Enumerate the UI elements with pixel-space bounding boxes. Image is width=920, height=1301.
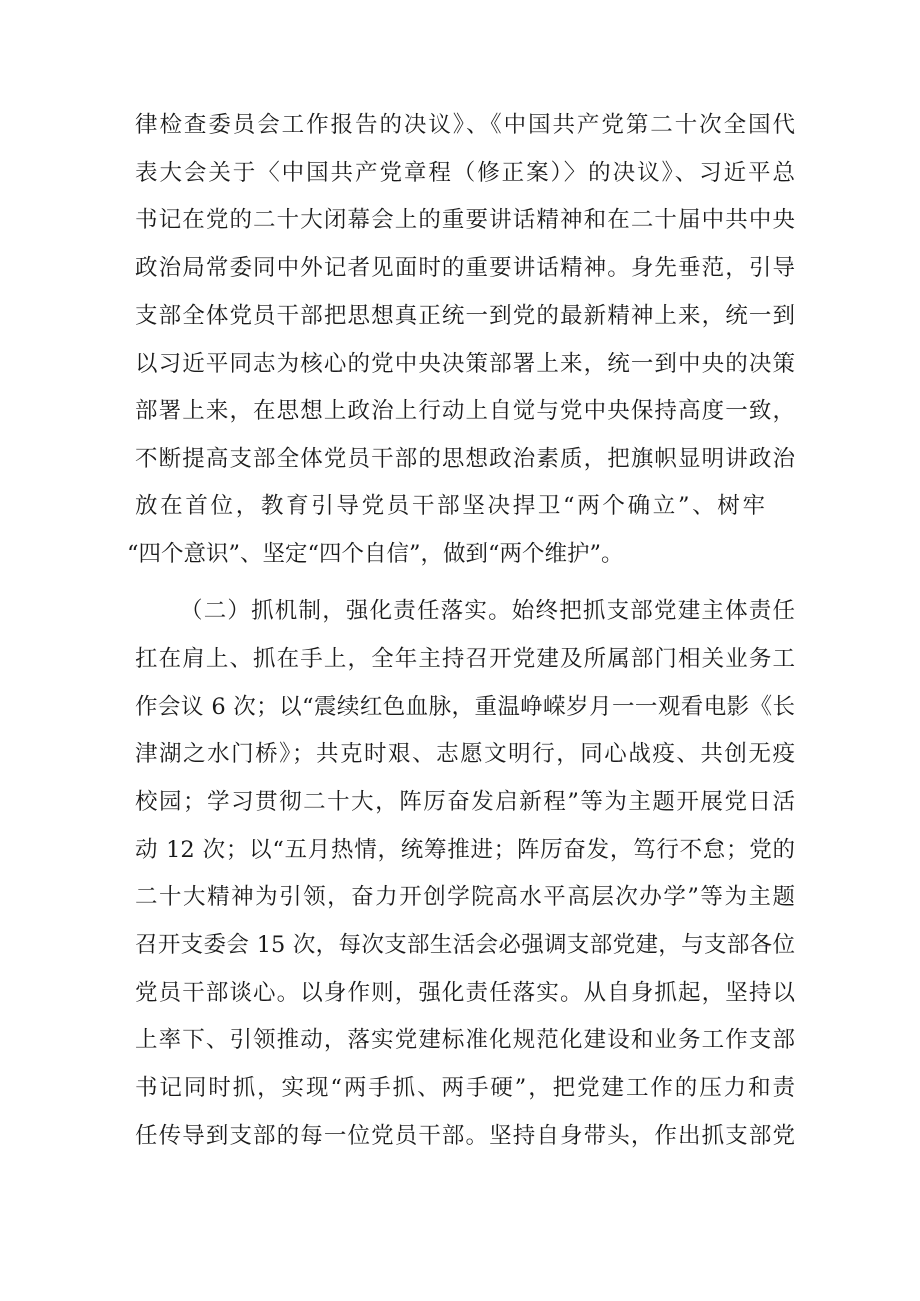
- text-line: 书记同时抓，实现“两手抓、两手硬”，把党建工作的压力和责: [135, 1075, 795, 1101]
- text-line: 书记在党的二十大闭幕会上的重要讲话精神和在二十届中共中央: [135, 207, 795, 233]
- text-line: 部署上来，在思想上政治上行动上自觉与党中央保持高度一致，: [135, 398, 795, 424]
- text-line: “四个意识”、坚定“四个自信”，做到“两个维护”。: [127, 541, 624, 567]
- text-line: 政治局常委同中外记者见面时的重要讲话精神。身先垂范，引导: [135, 255, 795, 281]
- paragraph-heading-line: （二）抓机制，强化责任落实。始终把抓支部党建主体责任: [180, 598, 795, 624]
- text-line: 支部全体党员干部把思想真正统一到党的最新精神上来，统一到: [135, 303, 795, 329]
- text-line: 二十大精神为引领，奋力开创学院高水平高层次办学”等为主题: [135, 884, 795, 910]
- text-line: 以习近平同志为核心的党中央决策部署上来，统一到中央的决策: [135, 351, 795, 377]
- text-line: 放在首位，教育引导党员干部坚决捍卫“两个确立”、树牢: [135, 493, 765, 519]
- text-line: 不断提高支部全体党员干部的思想政治素质，把旗帜显明讲政治: [135, 446, 795, 472]
- text-line: 作会议 6 次；以“震续红色血脉，重温峥嵘岁月一一观看电影《长: [135, 694, 795, 720]
- text-line: 律检查委员会工作报告的决议》、《中国共产党第二十次全国代: [135, 112, 795, 138]
- text-line: 上率下、引领推动，落实党建标准化规范化建设和业务工作支部: [135, 1027, 795, 1053]
- text-line: 党员干部谈心。以身作则，强化责任落实。从自身抓起，坚持以: [135, 980, 795, 1006]
- text-line: 召开支委会 15 次，每次支部生活会必强调支部党建，与支部各位: [135, 932, 795, 958]
- text-line: 任传导到支部的每一位党员干部。坚持自身带头，作出抓支部党: [135, 1123, 795, 1149]
- text-line: 扛在肩上、抓在手上，全年主持召开党建及所属部门相关业务工: [135, 646, 795, 672]
- text-line: 校园；学习贯彻二十大，阵厉奋发启新程”等为主题开展党日活: [135, 789, 795, 815]
- text-line: 津湖之水门桥》；共克时艰、志愿文明行，同心战疫、共创无疫: [135, 741, 795, 767]
- text-line: 表大会关于〈中国共产党章程（修正案）〉的决议》、习近平总: [135, 160, 795, 186]
- text-line: 动 12 次；以“五月热情，统筹推进；阵厉奋发，笃行不怠；党的: [135, 837, 795, 863]
